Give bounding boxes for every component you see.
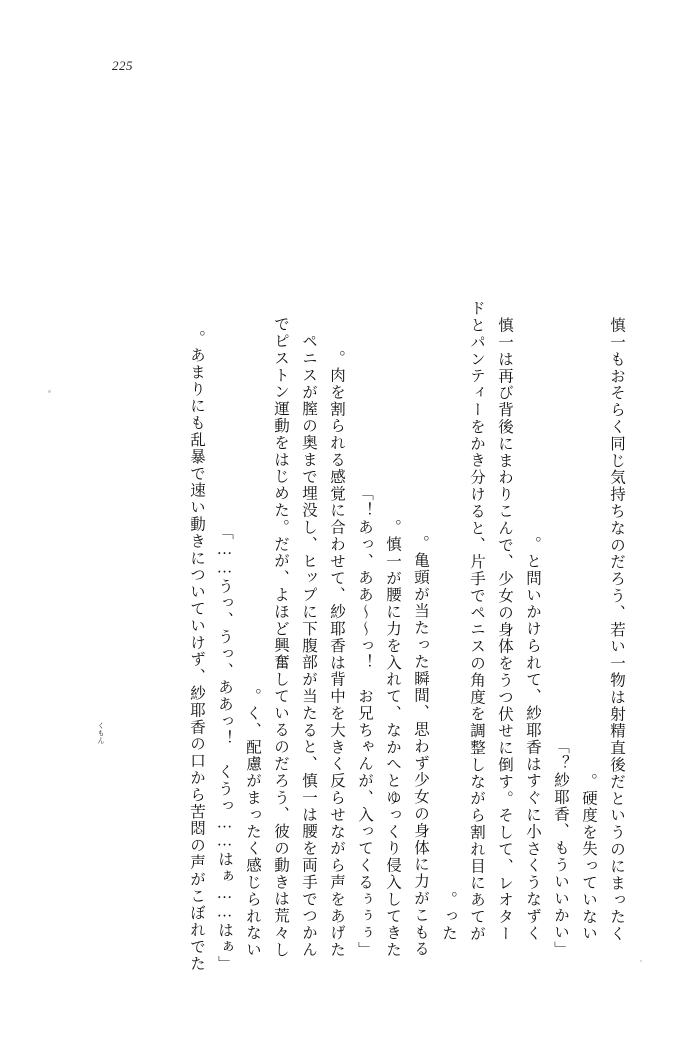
text-column: った。 <box>440 891 457 942</box>
scan-speckle <box>48 390 51 393</box>
vertical-text-body <box>70 122 625 972</box>
text-column: でピストン運動をはじめた。だが、よほど興奮しているのだろう、彼の動きは荒々し <box>272 315 289 958</box>
text-column: 慎一もおそらく同じ気持ちなのだろう、若い一物は射精直後だというのにまったく <box>608 316 625 942</box>
text-column: 慎一が腰に力を入れて、なかへとゆっくり侵入してきた。 <box>384 518 401 958</box>
text-column: 硬度を失っていない。 <box>580 772 597 942</box>
text-column: あまりにも乱暴で速い動きについていけず、紗耶香の口から苦悶の声がこぼれでた。 <box>188 329 205 972</box>
text-column: ドとパンティーをかき分けると、片手でペニスの角度を調整しながら割れ目にあてが <box>468 299 485 942</box>
text-column: 「うっ、うっ、ああっ！ くうっ……はぁ……はぁ……」 <box>216 523 233 972</box>
page-number: 225 <box>112 58 133 73</box>
text-column: ペニスが膣の奥まで埋没し、ヒップに下腹部が当たると、慎一は腰を両手でつかん <box>300 332 317 958</box>
text-column: 亀頭が当たった瞬間、思わず少女の身体に力がこもる。 <box>412 535 429 958</box>
text-column: 「あっ、ああ～～っ！ お兄ちゃんが、入ってくるぅぅぅ！」 <box>356 484 373 958</box>
text-column: と問いかけられて、紗耶香はすぐに小さくうなずく。 <box>524 536 541 942</box>
scan-speckle <box>640 960 642 962</box>
text-column: く、配慮がまったく感じられない。 <box>244 687 261 958</box>
text-column: 慎一は再び背後にまわりこんで、少女の身体をうつ伏せに倒す。そして、レオター <box>496 316 513 942</box>
text-column: 「紗耶香、もういいかい？」 <box>552 738 569 958</box>
text-column: 肉を割られる感覚に合わせて、紗耶香は背中を大きく反らせながら声をあげた。 <box>328 349 345 958</box>
ruby-annotation: くもん <box>97 722 105 745</box>
